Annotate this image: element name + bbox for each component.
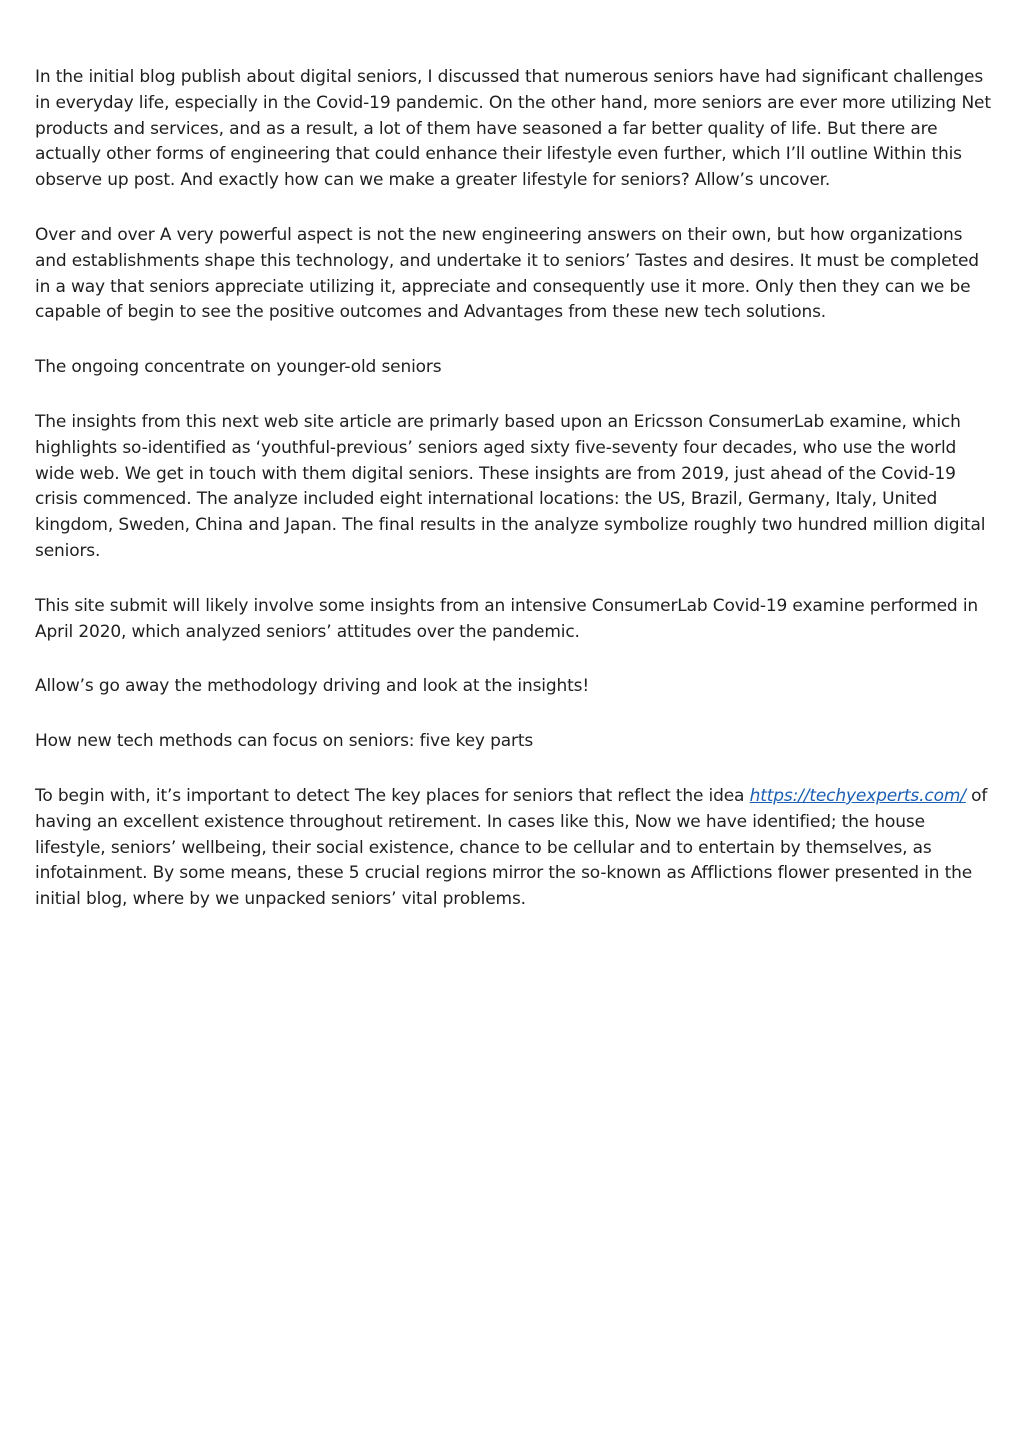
- techyexperts-link[interactable]: https://techyexperts.com/: [749, 785, 966, 806]
- paragraph-covid-study: This site submit will likely involve some insights from an intensive ConsumerLab Covid-19 examine performed in April 2020, which analyzed seniors’ attitudes over the pandemic.: [35, 595, 979, 642]
- paragraph-key-areas-text-after-link: of having an excellent existence throughout retirement. In cases like this, Now we have identified; the house lifestyle, seniors’ wellbeing, their social existence, chance to be cellular and to entertain by themselves, as infotainment. By some means, these 5 crucial regions mirror the so-known as Afflictions flower presented in the initial blog, where by we unpacked seniors’ vital problems.: [35, 785, 988, 910]
- section-heading-five-key-parts: How new tech methods can focus on seniors: five key parts: [35, 731, 534, 752]
- paragraph-insights-intro: Allow’s go away the methodology driving and look at the insights!: [35, 676, 590, 697]
- paragraph-key-areas-text-before-link: To begin with, it’s important to detect The key places for seniors that reflect the idea: [35, 785, 750, 806]
- section-heading-younger-old-seniors: The ongoing concentrate on younger-old seniors: [35, 357, 442, 378]
- document-page: [35, 65, 991, 942]
- paragraph-intro: In the initial blog publish about digital seniors, I discussed that numerous seniors have had significant challenges in everyday life, especially in the Covid-19 pandemic. On the other hand, more seniors are ever more utilizing Net products and services, and as a result, a lot of them have seasoned a far better quality of life. But there are actually other forms of engineering that could enhance their lifestyle even further, which I’ll outline Within this observe up post. And exactly how can we make a greater lifestyle for seniors? Allow’s uncover.: [35, 67, 991, 191]
- paragraph-key-areas: [35, 784, 991, 913]
- paragraph-technology-shaping: Over and over A very powerful aspect is not the new engineering answers on their own, but how organizations and establishments shape this technology, and undertake it to seniors’ Tastes and desires. It must be completed in a way that seniors appreciate utilizing it, appreciate and consequently use it more. Only then they can we be capable of begin to see the positive outcomes and Advantages from these new tech solutions.: [35, 224, 979, 323]
- paragraph-ericsson-study: The insights from this next web site article are primarly based upon an Ericsson ConsumerLab examine, which highlights so-identified as ‘youthful-previous’ seniors aged sixty five-seventy four decades, who use the world wide web. We get in touch with them digital seniors. These insights are from 2019, just ahead of the Covid-19 crisis commenced. The analyze included eight international locations: the US, Brazil, Germany, Italy, United kingdom, Sweden, China and Japan. The final results in the analyze symbolize roughly two hundred million digital seniors.: [35, 411, 986, 561]
